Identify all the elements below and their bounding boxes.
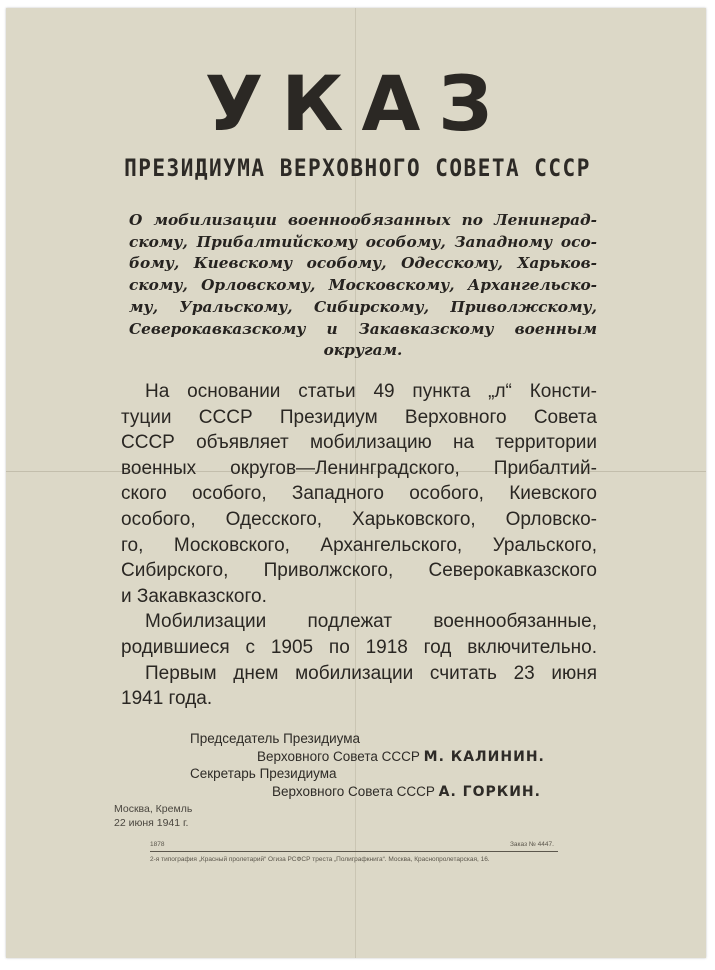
body-line: и Закавказского. [121, 585, 267, 607]
heading-line: бому, Киевскому особому, Одесскому, Харьков- [129, 254, 597, 273]
document-subtitle: ПРЕЗИДИУМА ВЕРХОВНОГО СОВЕТА СССР [124, 154, 591, 182]
body-line: го, Московского, Архангельского, Уральского, [121, 534, 597, 556]
heading-line: му, Уральскому, Сибирскому, Приволжскому, [129, 297, 597, 316]
footer-code: 1878 [150, 841, 165, 848]
chairman-title-2 [257, 749, 545, 765]
decree-heading [129, 210, 597, 362]
body-line: особого, Одесского, Харьковского, Орловско- [121, 508, 597, 530]
body-line: Первым днем мобилизации считать 23 июня [145, 662, 597, 684]
chairman-title-1: Председатель Президиума [190, 731, 361, 746]
heading-line: О мобилизации военнообязанных по Ленинград- [129, 211, 597, 229]
body-line: ского особого, Западного особого, Киевского [121, 483, 597, 505]
body-line: военных округов—Ленинградского, Прибалтий- [121, 457, 597, 479]
footer-order: Заказ № 4447. [510, 841, 554, 848]
heading-line: Северокавказскому и Закавказскому военным [129, 319, 597, 338]
body-line: 1941 года. [121, 688, 213, 710]
decree-body [121, 379, 597, 712]
footer-printer: 2-я типография „Красный пролетарий“ Огиза РСФСР треста „Полиграфкнига“. Москва, Краснопролетарская, 16. [150, 856, 490, 863]
secretary-name: А. ГОРКИН. [438, 784, 541, 800]
document-title: УКАЗ [204, 59, 511, 148]
chairman-name: М. КАЛИНИН. [423, 749, 545, 765]
secretary-title-2 [272, 784, 541, 800]
chairman-org: Верховного Совета СССР [257, 749, 420, 764]
heading-line: скому, Прибалтийскому особому, Западному осо- [129, 232, 597, 251]
issue-date: 22 июня 1941 г. [114, 817, 189, 829]
heading-line: скому, Орловскому, Московскому, Архангельско- [129, 276, 597, 295]
issue-place: Москва, Кремль [114, 803, 193, 815]
footer-rule [150, 851, 558, 852]
secretary-title-1: Секретарь Президиума [190, 766, 337, 781]
body-line: туции СССР Президиум Верховного Совета [121, 406, 597, 428]
body-line: СССР объявляет мобилизацию на территории [121, 432, 597, 454]
heading-line: округам. [323, 341, 403, 360]
body-line: На основании статьи 49 пункта „л“ Консти- [145, 381, 597, 402]
body-line: Мобилизации подлежат военнообязанные, [145, 611, 597, 633]
body-line: родившиеся с 1905 по 1918 год включительно. [121, 636, 597, 658]
body-line: Сибирского, Приволжского, Северокавказского [121, 560, 597, 582]
secretary-org: Верховного Совета СССР [272, 784, 435, 799]
issue-place-date [114, 802, 192, 830]
